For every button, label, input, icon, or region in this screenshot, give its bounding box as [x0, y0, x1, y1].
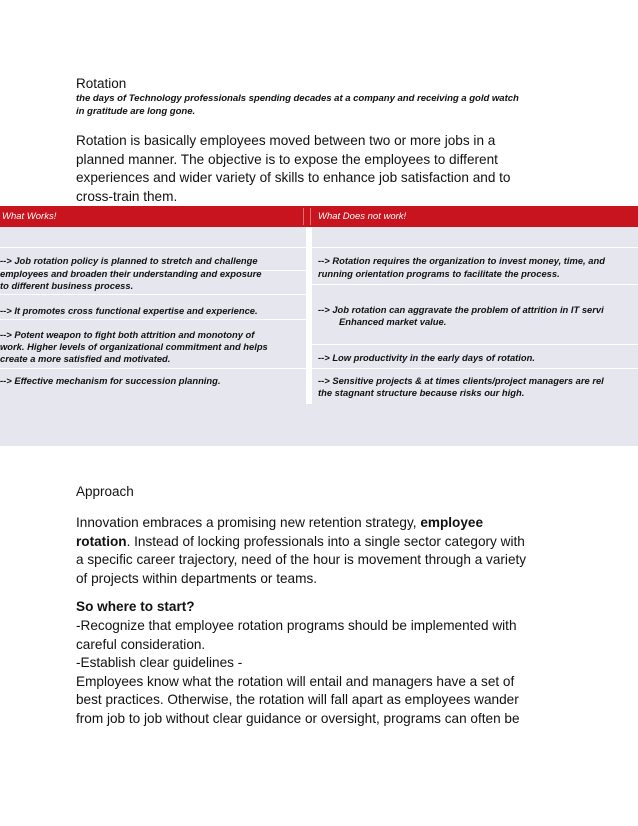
emphasis-text: rotation: [76, 533, 127, 549]
works-line: employees and broaden their understanding and exposure: [0, 268, 262, 279]
comparison-table: [0, 206, 638, 446]
works-line: --> Potent weapon to fight both attrition and monotony of: [0, 329, 255, 340]
paragraph-text: . Instead of locking professionals into a single sector category with: [126, 533, 525, 549]
paragraph-line: [76, 533, 596, 552]
works-line: work. Higher levels of organizational commitment and helps: [0, 341, 268, 352]
paragraph-line: Rotation is basically employees moved between two or more jobs in a: [76, 133, 496, 148]
paragraph-line: from job to job without clear guidance or oversight, programs can often be: [76, 710, 520, 726]
header-what-works: What Works!: [2, 211, 57, 222]
row-divider: [0, 319, 306, 320]
subtitle-line: in gratitude are long gone.: [76, 105, 196, 117]
start-heading: So where to start?: [76, 599, 195, 614]
header-divider: [310, 208, 311, 225]
works-line: to different business process.: [0, 280, 134, 291]
works-line: --> It promotes cross functional expertise and experience.: [0, 305, 258, 316]
row-divider: [312, 344, 638, 345]
subtitle-line: the days of Technology professionals spending decades at a company and receiving a gold watch: [76, 93, 519, 104]
paragraph-line: planned manner. The objective is to expose the employees to different: [76, 151, 498, 167]
paragraph-line: of projects within departments or teams.: [76, 570, 318, 586]
row-divider: [0, 247, 638, 248]
table-header: [0, 206, 638, 227]
paragraph-text: Innovation embraces a promising new retention strategy,: [76, 515, 421, 530]
steps-paragraph: [76, 617, 596, 728]
row-divider: [312, 284, 638, 285]
paragraph-line: Employees know what the rotation will entail and managers have a set of: [76, 673, 515, 689]
paragraph-line: cross-train them.: [76, 188, 178, 204]
rotation-heading: Rotation: [76, 76, 127, 91]
row-divider: [0, 294, 306, 295]
paragraph-line: -Establish clear guidelines -: [76, 655, 243, 670]
not-work-line: the stagnant structure because risks our high.: [318, 387, 525, 398]
works-line: --> Job rotation policy is planned to stretch and challenge: [0, 255, 258, 266]
row-divider: [312, 368, 638, 369]
paragraph-line: experiences and wider variety of skills to enhance job satisfaction and to: [76, 170, 511, 185]
works-line: --> Effective mechanism for succession planning.: [0, 375, 221, 386]
paragraph-line: careful consideration.: [76, 636, 206, 652]
paragraph-line: best practices. Otherwise, the rotation will fall apart as employees wander: [76, 692, 519, 707]
not-work-line: --> Low productivity in the early days of rotation.: [318, 352, 535, 363]
not-work-line: running orientation programs to facilitate the process.: [318, 268, 560, 279]
works-line: create a more satisfied and motivated.: [0, 353, 171, 364]
not-work-line: --> Job rotation can aggravate the problem of attrition in IT servi: [318, 304, 604, 315]
paragraph-line: a specific career trajectory, need of the hour is movement through a variety: [76, 552, 527, 567]
rotation-paragraph: [76, 132, 576, 206]
header-divider: [303, 208, 304, 225]
paragraph-line: [76, 514, 596, 533]
column-divider: [306, 227, 312, 404]
approach-heading: Approach: [76, 484, 134, 499]
not-work-line: --> Sensitive projects & at times clients/project managers are rel: [318, 375, 604, 386]
not-work-line: Enhanced market value.: [339, 316, 447, 327]
approach-paragraph: [76, 514, 596, 588]
row-divider: [0, 368, 306, 369]
header-what-not-work: What Does not work!: [318, 211, 407, 222]
paragraph-line: -Recognize that employee rotation programs should be implemented with: [76, 618, 517, 633]
rotation-subtitle: [76, 93, 519, 118]
emphasis-text: employee: [420, 515, 484, 530]
not-work-line: --> Rotation requires the organization to invest money, time, and: [318, 255, 605, 266]
